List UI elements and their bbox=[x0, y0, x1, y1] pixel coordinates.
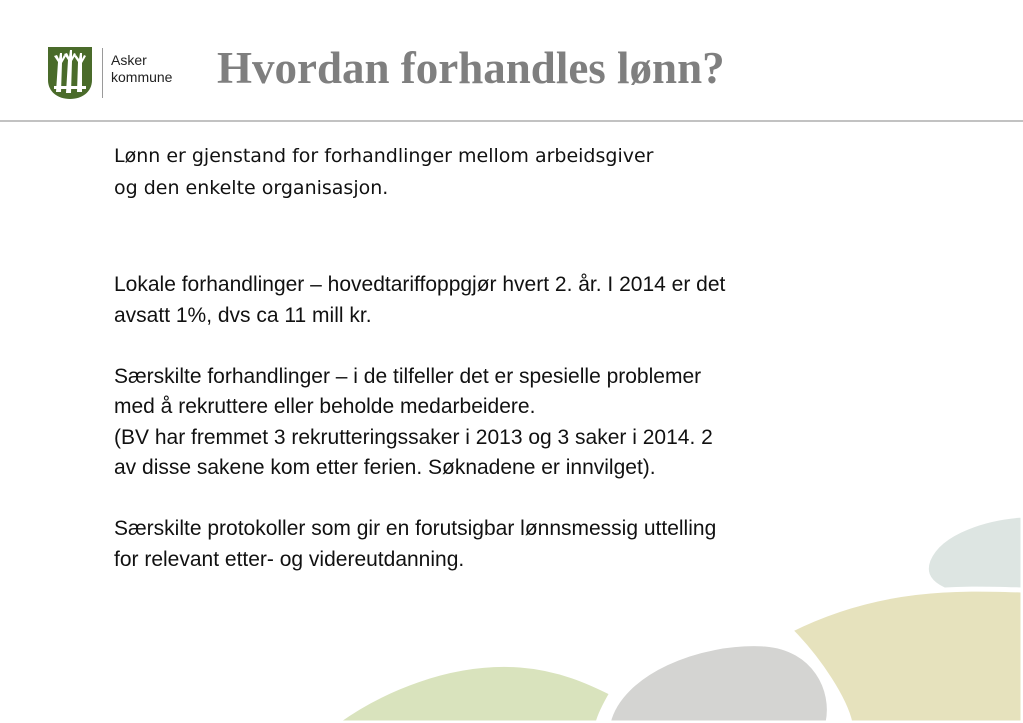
leaf-green bbox=[335, 664, 612, 723]
paragraph-line: Særskilte forhandlinger – i de tilfeller det er spesielle problemer bbox=[114, 364, 702, 388]
paragraph-line: avsatt 1%, dvs ca 11 mill kr. bbox=[114, 303, 372, 327]
logo-line-2: kommune bbox=[111, 69, 173, 85]
paragraph-line: for relevant etter- og videreutdanning. bbox=[114, 547, 465, 571]
logo-divider bbox=[102, 48, 103, 98]
paragraph-line: Særskilte protokoller som gir en forutsigbar lønnsmessig uttelling bbox=[114, 517, 717, 540]
page-title: Hvordan forhandles lønn? bbox=[217, 43, 725, 93]
asker-kommune-logo bbox=[47, 46, 187, 102]
intro-line-1: Lønn er gjenstand for forhandlinger mellom arbeidsgiver bbox=[114, 145, 654, 167]
paragraph-gap bbox=[114, 331, 894, 362]
body-text bbox=[114, 270, 894, 575]
logo-wordmark bbox=[111, 52, 172, 86]
shield-icon bbox=[47, 46, 93, 100]
leaf-teal bbox=[926, 515, 1023, 603]
paragraph-special-negotiations bbox=[114, 362, 894, 484]
paragraph-local-negotiations bbox=[114, 270, 894, 331]
paragraph-gap bbox=[114, 484, 894, 515]
paragraph-line: Lokale forhandlinger – hovedtariffoppgjør hvert 2. år. I 2014 er det bbox=[114, 273, 726, 296]
intro-line-2: og den enkelte organisasjon. bbox=[114, 177, 389, 199]
intro-text bbox=[114, 140, 914, 204]
header-divider bbox=[0, 120, 1023, 122]
paragraph-special-protocols bbox=[114, 514, 894, 575]
paragraph-line: av disse sakene kom etter ferien. Søknadene er innvilget). bbox=[114, 456, 656, 479]
leaf-gray bbox=[608, 644, 829, 723]
paragraph-line: (BV har fremmet 3 rekrutteringssaker i 2013 og 3 saker i 2014. 2 bbox=[114, 425, 713, 449]
paragraph-line: med å rekruttere eller beholde medarbeidere. bbox=[114, 395, 536, 418]
leaf-tan bbox=[790, 589, 1023, 723]
logo-line-1: Asker bbox=[111, 52, 147, 68]
